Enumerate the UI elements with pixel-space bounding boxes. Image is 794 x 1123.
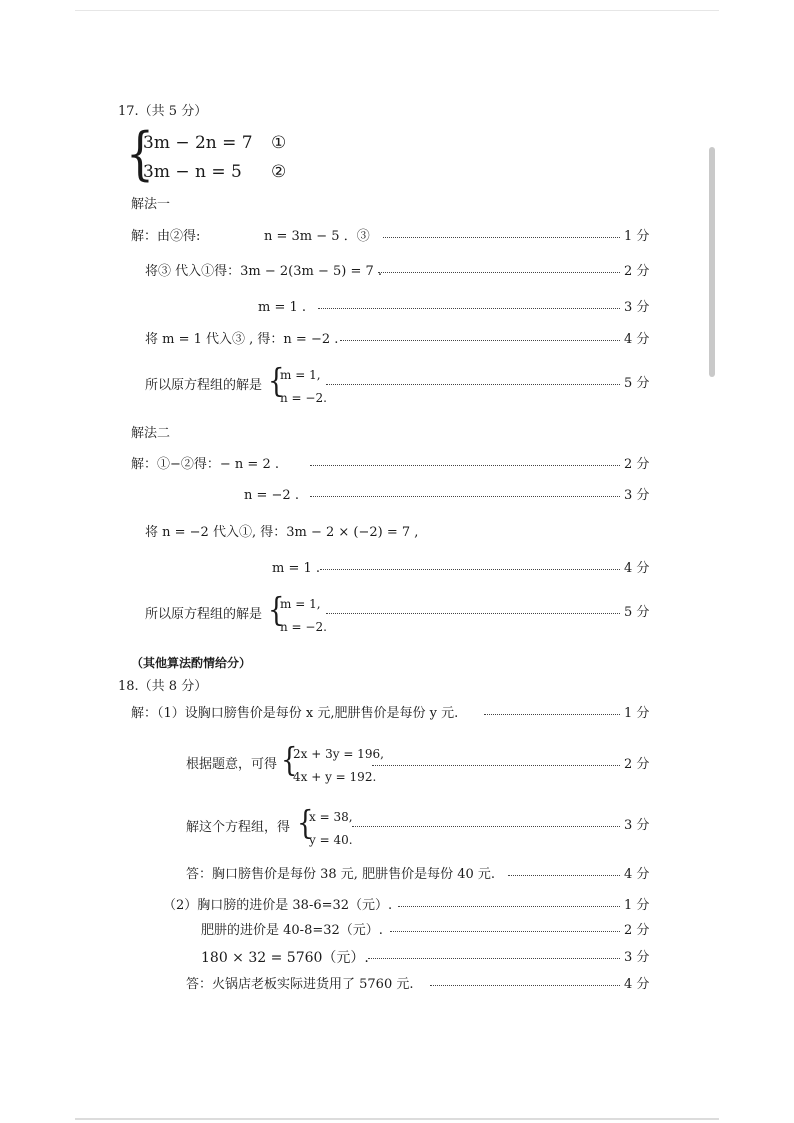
q18-solution-x: x = 38,	[309, 810, 353, 824]
m2-line5-score: 5 分	[624, 605, 650, 620]
m2-line4-score: 4 分	[624, 561, 650, 576]
m1-line1-label: 解：由②得:	[131, 229, 201, 244]
m1-solution-n: n = −2.	[280, 391, 327, 405]
solution-brace: {	[268, 591, 285, 630]
q18-line3-label: 解这个方程组，得	[186, 820, 291, 835]
q18-equation-2: 4x + y = 192.	[293, 770, 377, 784]
m1-line2-score: 2 分	[624, 264, 650, 279]
m1-line3-score: 3 分	[624, 300, 650, 315]
q18-line8: 答：火锅店老板实际进货用了 5760 元.	[186, 977, 414, 992]
dotted-leader	[508, 867, 620, 883]
method1-title: 解法一	[131, 197, 171, 212]
q18-line7: 180 × 32 = 5760（元）.	[201, 950, 369, 966]
q18-line6-score: 2 分	[624, 923, 650, 938]
top-divider	[75, 10, 719, 11]
system-brace: {	[281, 741, 298, 780]
method2-title: 解法二	[131, 426, 171, 441]
m1-line5-label: 所以原方程组的解是	[145, 378, 263, 393]
q18-line2-label: 根据题意，可得	[186, 757, 278, 772]
m2-line4: m = 1 .	[272, 561, 321, 576]
m2-solution-m: m = 1,	[280, 597, 321, 611]
q17-equation-2: 3m − n = 5	[143, 162, 242, 182]
m1-line2: 将③ 代入①得：3m − 2(3m − 5) = 7 .	[145, 264, 383, 279]
dotted-leader	[368, 950, 620, 966]
system-brace: {	[126, 120, 154, 188]
q18-line1: 解：（1）设胸口膀售价是每份 x 元,肥肼售价是每份 y 元.	[131, 706, 459, 721]
dotted-leader	[398, 898, 620, 914]
q17-header: 17.（共 5 分）	[118, 104, 208, 119]
q18-line4-score: 4 分	[624, 867, 650, 882]
m1-line5-score: 5 分	[624, 376, 650, 391]
dotted-leader	[484, 706, 620, 722]
q17-equation-1: 3m − 2n = 7	[143, 133, 253, 153]
vertical-scrollbar[interactable]	[709, 147, 715, 377]
q18-line4: 答：胸口膀售价是每份 38 元, 肥肼售价是每份 40 元.	[186, 867, 496, 882]
q18-line5-score: 1 分	[624, 898, 650, 913]
scoring-note: （其他算法酌情给分）	[131, 656, 252, 670]
dotted-leader	[318, 300, 620, 316]
dotted-leader	[383, 229, 620, 245]
dotted-leader	[390, 923, 620, 939]
m1-solution-m: m = 1,	[280, 368, 321, 382]
dotted-leader	[310, 457, 620, 473]
bottom-divider	[75, 1118, 719, 1120]
dotted-leader	[310, 488, 620, 504]
q18-line2-score: 2 分	[624, 757, 650, 772]
q18-line8-score: 4 分	[624, 977, 650, 992]
solution-brace: {	[297, 804, 314, 843]
m2-solution-n: n = −2.	[280, 620, 327, 634]
dotted-leader	[430, 977, 620, 993]
dotted-leader	[326, 605, 620, 621]
m2-line2: n = −2 .	[244, 488, 299, 503]
q18-line6: 肥肼的进价是 40-8=32（元）.	[201, 923, 383, 938]
dotted-leader	[326, 376, 620, 392]
m1-line4: 将 m = 1 代入③ , 得：n = −2 .	[145, 332, 339, 347]
q18-line3-score: 3 分	[624, 818, 650, 833]
q18-solution-y: y = 40.	[309, 833, 353, 847]
dotted-leader	[352, 818, 620, 834]
dotted-leader	[320, 561, 620, 577]
m1-line3: m = 1 .	[258, 300, 307, 315]
dotted-leader	[378, 264, 620, 280]
dotted-leader	[372, 757, 620, 773]
dotted-leader	[340, 332, 620, 348]
m2-line1-score: 2 分	[624, 457, 650, 472]
q18-line7-score: 3 分	[624, 950, 650, 965]
q18-equation-1: 2x + 3y = 196,	[293, 747, 384, 761]
q17-equation-2-mark: ②	[271, 162, 287, 182]
m1-line1-math: n = 3m − 5 ．③	[264, 229, 370, 244]
m2-line2-score: 3 分	[624, 488, 650, 503]
m2-line3: 将 n = −2 代入①, 得：3m − 2 × (−2) = 7 ,	[145, 525, 419, 540]
m1-line4-score: 4 分	[624, 332, 650, 347]
q18-header: 18.（共 8 分）	[118, 679, 208, 694]
q18-line1-score: 1 分	[624, 706, 650, 721]
m2-line1: 解：①−②得：− n = 2 .	[131, 457, 279, 472]
q17-equation-1-mark: ①	[271, 133, 287, 153]
m1-line1-score: 1 分	[624, 229, 650, 244]
solution-brace: {	[268, 362, 285, 401]
m2-line5-label: 所以原方程组的解是	[145, 607, 263, 622]
q18-line5: （2）胸口膀的进价是 38-6=32（元）.	[163, 898, 393, 913]
